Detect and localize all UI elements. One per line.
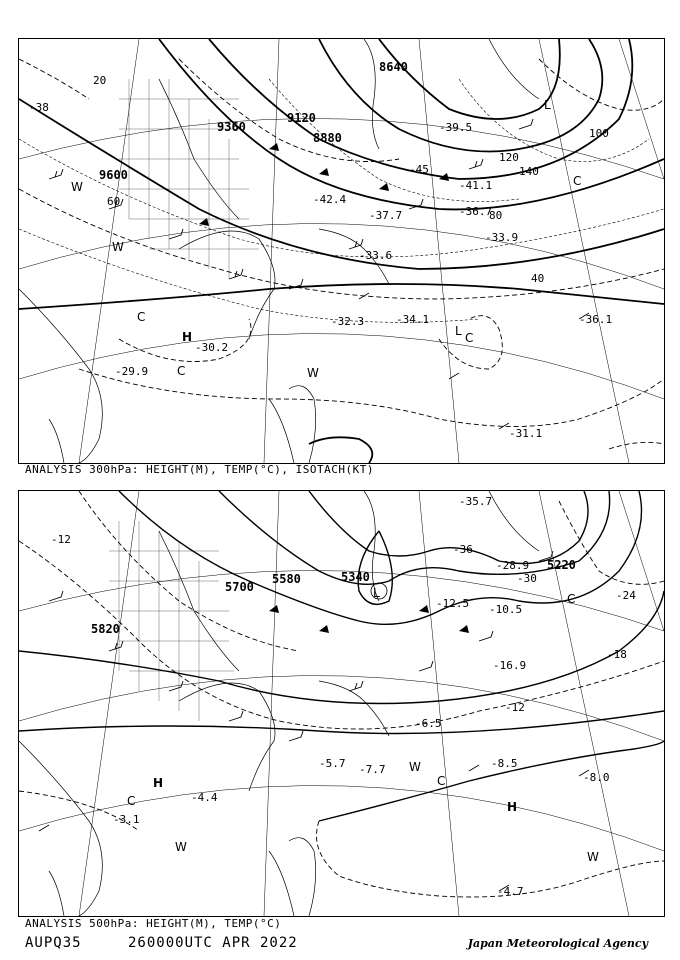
temperature-label: -16.9 xyxy=(493,659,527,672)
warm-airmass-symbol: W xyxy=(587,850,599,864)
graticule xyxy=(19,491,664,916)
temperature-label: -5.7 xyxy=(319,757,346,770)
high-pressure-center: H xyxy=(182,330,193,344)
isotherms xyxy=(19,491,664,897)
isotach-label: 140 xyxy=(519,165,539,178)
isotherm-label: -30 xyxy=(517,572,537,585)
temperature-label: -45 xyxy=(409,163,429,176)
warm-airmass-symbol: W xyxy=(175,840,187,854)
warm-airmass-symbol: W xyxy=(112,240,124,254)
height-label: 5820 xyxy=(91,622,120,636)
temperature-label: -3.1 xyxy=(113,813,140,826)
cold-airmass-symbol: C xyxy=(437,774,446,788)
temperature-label: -4.4 xyxy=(191,791,218,804)
map-300hpa xyxy=(19,39,664,463)
chart-caption-300hpa: ANALYSIS 300hPa: HEIGHT(M), TEMP(°C), ISOTACH(KT) xyxy=(25,463,375,476)
height-label: 8880 xyxy=(313,131,342,145)
map-500hpa xyxy=(19,491,664,916)
low-pressure-center: L xyxy=(544,98,551,112)
height-label: 5700 xyxy=(225,580,254,594)
chart-panel-500hpa xyxy=(18,490,665,917)
height-label: 9600 xyxy=(99,168,128,182)
valid-time: 260000UTC APR 2022 xyxy=(128,935,298,951)
chart-code: AUPQ35 xyxy=(25,935,82,951)
temperature-label: -32.3 xyxy=(331,315,365,328)
temperature-label: -34.1 xyxy=(396,313,430,326)
temperature-label: -12.5 xyxy=(436,597,470,610)
height-label: 8640 xyxy=(379,60,408,74)
height-label: 9120 xyxy=(287,111,316,125)
temperature-label: -30.2 xyxy=(195,341,229,354)
temperature-label: -33.9 xyxy=(485,231,519,244)
isotherm-label: -24 xyxy=(616,589,636,602)
height-label: 5580 xyxy=(272,572,301,586)
height-label: 5340 xyxy=(341,570,370,584)
warm-airmass-symbol: W xyxy=(409,760,421,774)
temperature-label: -4.7 xyxy=(497,885,524,898)
temperature-label: -36.7 xyxy=(459,205,493,218)
cold-airmass-symbol: C xyxy=(465,331,474,345)
chart-caption-500hpa: ANALYSIS 500hPa: HEIGHT(M), TEMP(°C) xyxy=(25,917,282,930)
cold-airmass-symbol: C xyxy=(573,174,582,188)
isotach-label: 40 xyxy=(531,272,545,285)
low-pressure-center: L xyxy=(455,324,462,338)
isotach-label: 20 xyxy=(93,74,107,87)
temperature-label: -38 xyxy=(29,101,49,114)
temperature-label: -37.7 xyxy=(369,209,403,222)
moisture-hatch xyxy=(109,521,234,721)
warm-airmass-symbol: W xyxy=(307,366,319,380)
isotherm-label: -12 xyxy=(505,701,525,714)
chart-panel-300hpa xyxy=(18,38,665,464)
temperature-label: -28.9 xyxy=(496,559,530,572)
cold-airmass-symbol: C xyxy=(177,364,186,378)
temperature-label: -6.5 xyxy=(415,717,442,730)
temperature-label: -7.7 xyxy=(359,763,386,776)
temperature-label: -39.5 xyxy=(439,121,473,134)
cold-airmass-symbol: C xyxy=(567,592,576,606)
low-pressure-center: L xyxy=(373,586,380,600)
temperature-label: -8.0 xyxy=(583,771,610,784)
high-pressure-center: H xyxy=(153,776,164,790)
isotach-label: 60 xyxy=(107,195,121,208)
agency-name: Japan Meteorological Agency xyxy=(467,937,648,950)
temperature-label: -8.5 xyxy=(491,757,518,770)
warm-airmass-symbol: W xyxy=(71,180,83,194)
moisture-hatch xyxy=(119,79,259,279)
height-label: 5220 xyxy=(547,558,576,572)
isotach-label: 80 xyxy=(489,209,503,222)
high-pressure-center: H xyxy=(507,800,518,814)
wind-barbs xyxy=(49,119,589,429)
isotherm-label: -36 xyxy=(453,543,473,556)
isotherm-label: -12 xyxy=(51,533,71,546)
isotach-label: 120 xyxy=(499,151,519,164)
isotherm-label: -18 xyxy=(607,648,627,661)
cold-airmass-symbol: C xyxy=(137,310,146,324)
cold-airmass-symbol: C xyxy=(127,794,136,808)
height-label: 9360 xyxy=(217,120,246,134)
temperature-label: -42.4 xyxy=(313,193,347,206)
temperature-label: -36.1 xyxy=(579,313,613,326)
temperature-label: -41.1 xyxy=(459,179,493,192)
isotach-label: 100 xyxy=(589,127,609,140)
wind-barbs xyxy=(39,551,589,891)
temperature-label: -35.7 xyxy=(459,495,493,508)
temperature-label: -33.6 xyxy=(359,249,393,262)
temperature-label: -29.9 xyxy=(115,365,149,378)
temperature-label: -31.1 xyxy=(509,427,543,440)
temperature-label: -10.5 xyxy=(489,603,523,616)
